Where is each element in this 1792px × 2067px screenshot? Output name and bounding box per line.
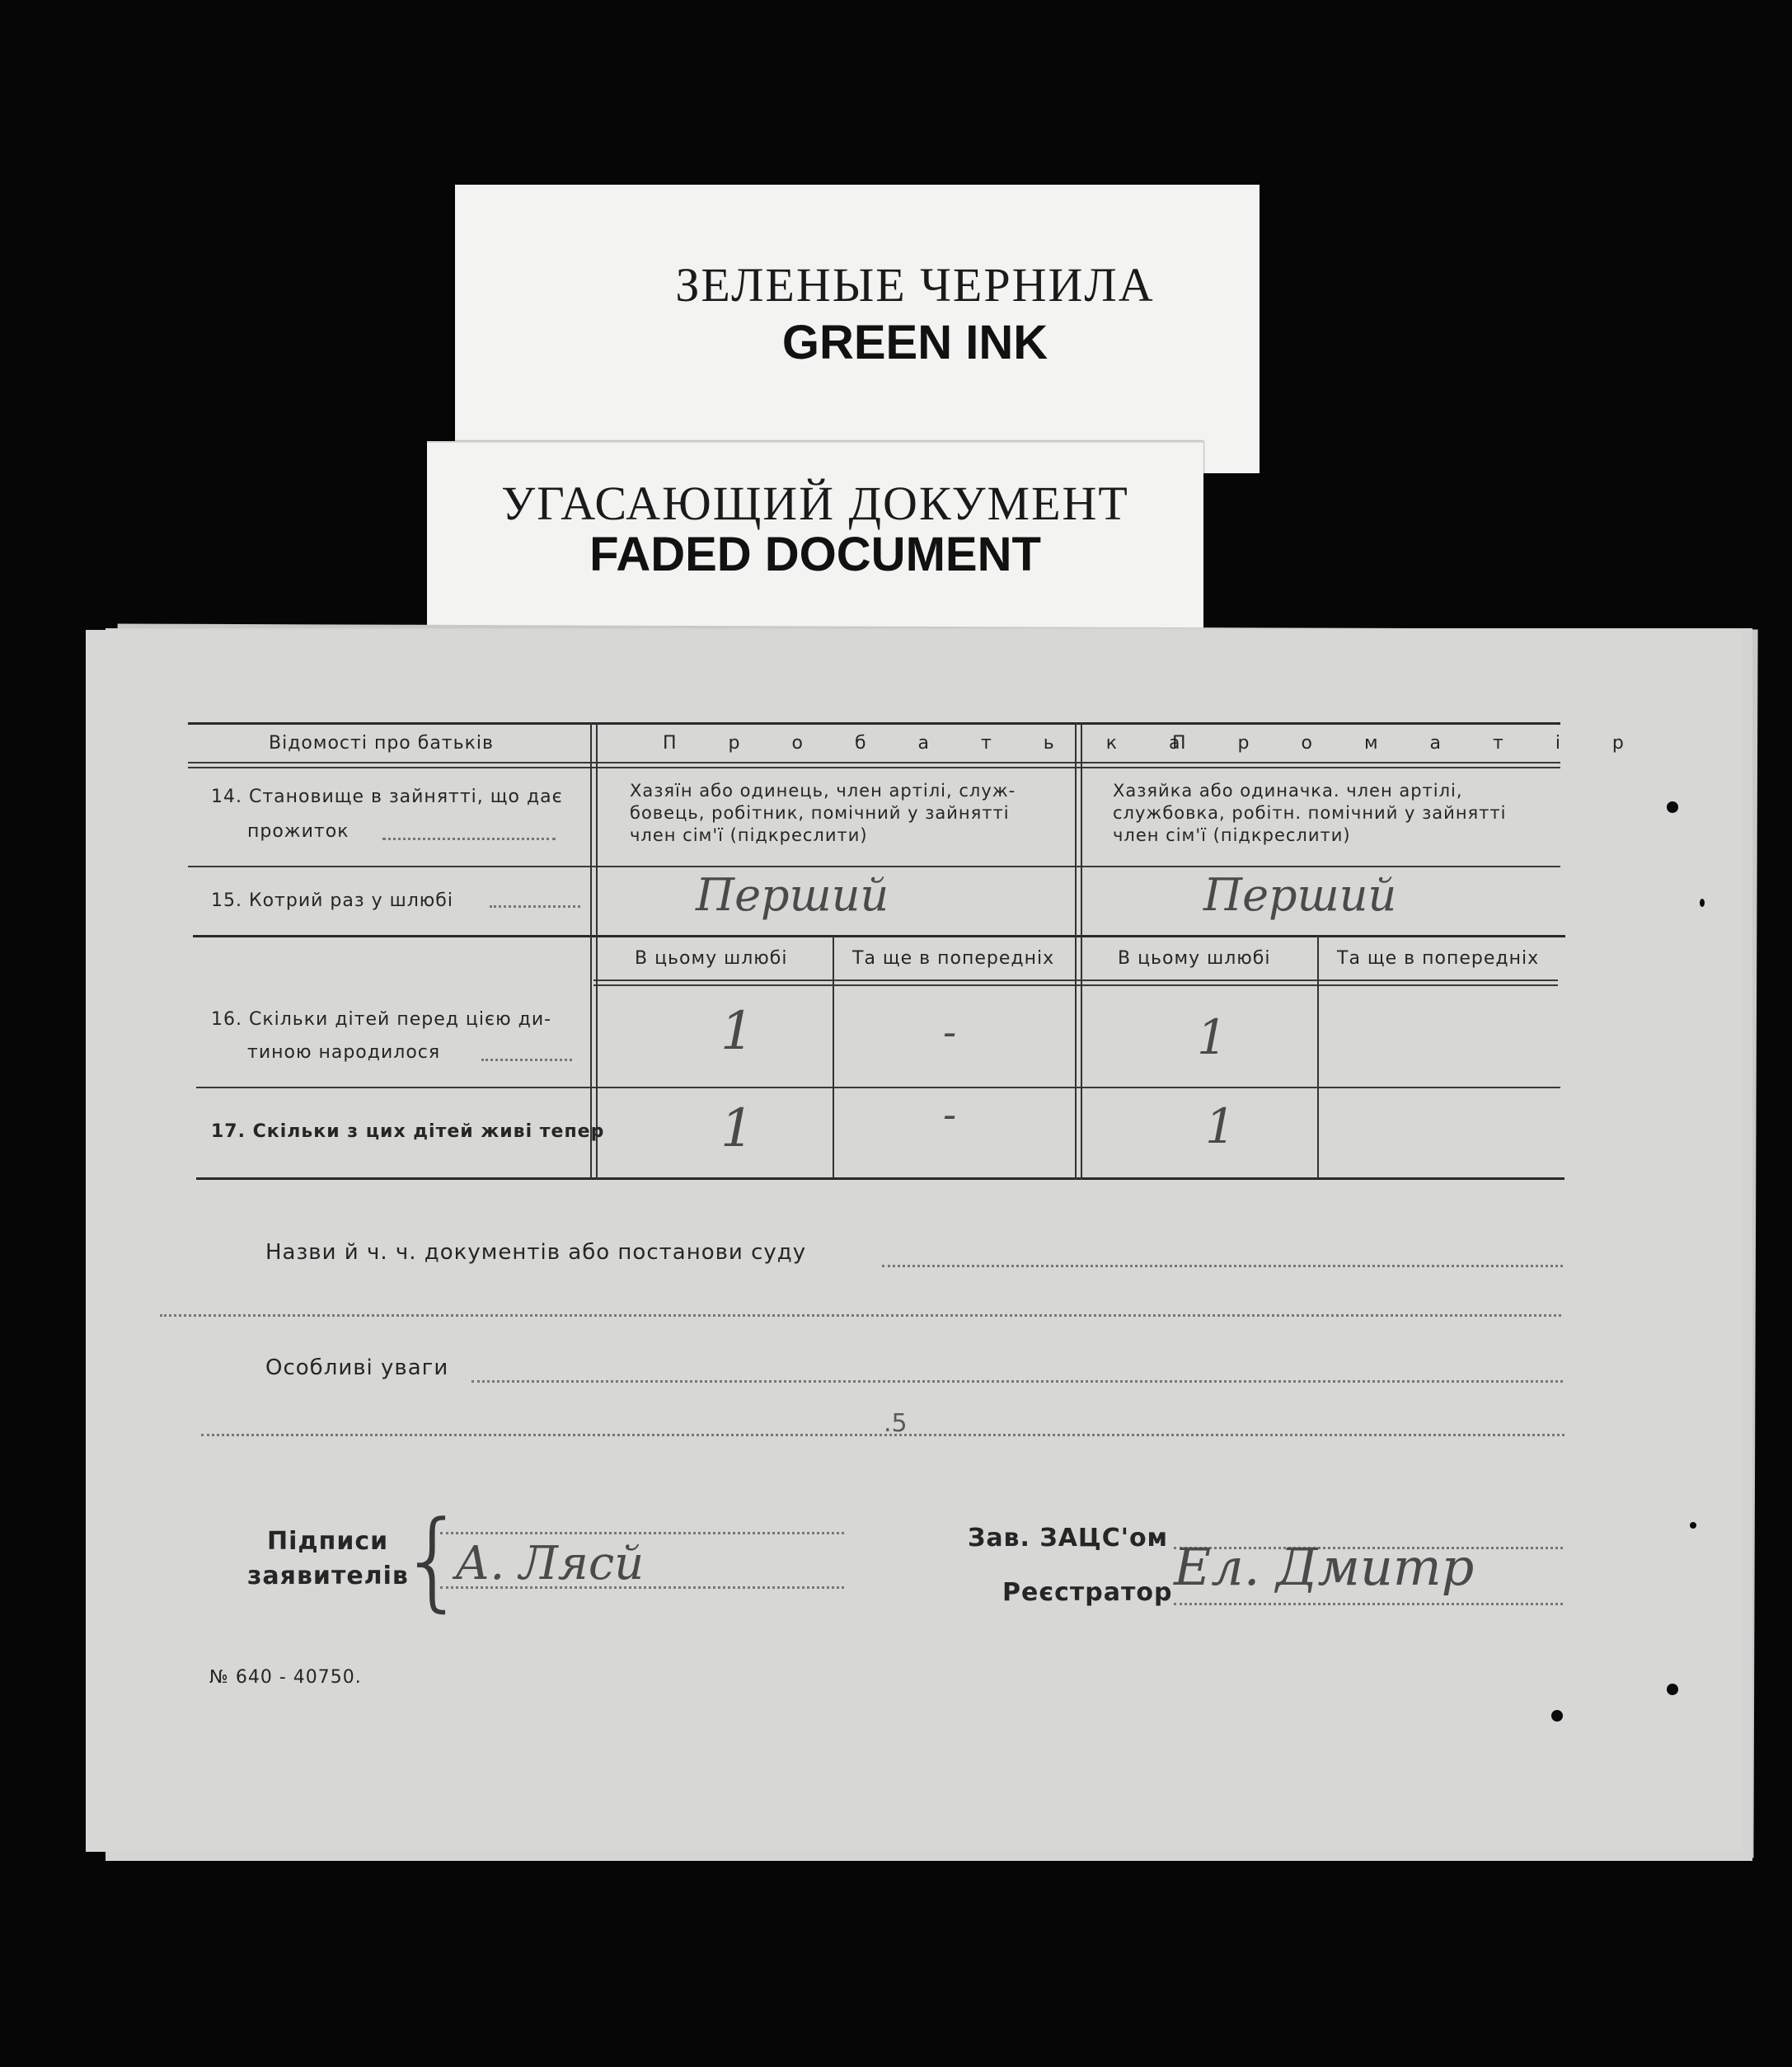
column-divider [590, 722, 598, 1180]
header-about-father: П р о б а т ь к а [663, 733, 1203, 754]
green-ink-tag [455, 185, 1260, 473]
row14-label-cont: прожиток [247, 821, 349, 842]
row14-mother-line3: член сім'ї (підкреслити) [1113, 825, 1351, 845]
header-about-mother: П р о м а т і р [1172, 733, 1647, 754]
punch-hole [1667, 801, 1678, 813]
row16-mother-this-value: 1 [1197, 1009, 1227, 1065]
row14-father-line1: Хазяїн або одинець, член артілі, служ- [630, 781, 1016, 801]
row17-mother-this-value: 1 [1205, 1098, 1236, 1154]
column-divider [1075, 722, 1082, 1180]
dotted-leader [490, 905, 580, 908]
table-rule [188, 762, 1560, 763]
row14-father-line2: бовець, робітник, помічний у зайнятті [630, 803, 1010, 823]
subheader-mother-this-marriage: В цьому шлюбі [1118, 948, 1271, 969]
notes-label: Особливі уваги [265, 1355, 449, 1380]
row14-mother-line2: службовка, робітн. помічний у зайнятті [1113, 803, 1507, 823]
row14-father-line3: член сім'ї (підкреслити) [630, 825, 868, 845]
registration-form [86, 630, 1743, 1852]
row16-label-cont: тиною народилося [247, 1042, 441, 1063]
faded-ru-label: УГАСАЮЩИЙ ДОКУМЕНТ [501, 477, 1129, 530]
documents-label: Назви й ч. ч. документів або постанови суду [265, 1240, 807, 1265]
ink-mark: .5 [884, 1409, 908, 1438]
faded-document-tag [427, 441, 1203, 631]
row15-father-handwritten: Перший [696, 869, 889, 921]
subheader-mother-previous: Та ще в попередніх [1337, 948, 1540, 969]
row15-mother-handwritten: Перший [1203, 869, 1397, 921]
row14-label: 14. Становище в зайнятті, що дає [211, 787, 563, 807]
form-number: № 640 - 40750. [209, 1667, 362, 1688]
table-rule [196, 1087, 1560, 1088]
table-rule [188, 767, 1560, 768]
green-ink-en-label: GREEN INK [781, 316, 1048, 369]
registrar-signature-line [1174, 1603, 1563, 1605]
row16-father-prev-value: - [943, 1009, 957, 1055]
registrar-signature: Ел. Дмитр [1174, 1537, 1475, 1597]
row15-label: 15. Котрий раз у шлюбі [211, 890, 453, 911]
faded-en-label: FADED DOCUMENT [589, 528, 1041, 581]
row14-mother-line1: Хазяйка або одиначка. член артілі, [1113, 781, 1463, 801]
punch-hole [1700, 899, 1705, 907]
subheader-father-this-marriage: В цьому шлюбі [635, 948, 788, 969]
head-of-registry-label: Зав. ЗАЦС'ом [968, 1524, 1169, 1553]
table-bottom-rule [196, 1177, 1564, 1180]
registrar-label: Реєстратор [1002, 1578, 1173, 1607]
applicants-label: Підписи [267, 1527, 389, 1556]
applicant-signature: А. Лясй [455, 1537, 645, 1590]
notes-field-line [201, 1434, 1564, 1436]
column-divider [1317, 935, 1319, 1178]
dotted-leader [382, 838, 556, 840]
documents-field-line [882, 1265, 1563, 1267]
row17-father-prev-value: - [943, 1092, 957, 1138]
table-rule [188, 866, 1560, 867]
table-rule [193, 935, 1565, 937]
row16-father-this-value: 1 [720, 1001, 754, 1062]
green-ink-ru-label: ЗЕЛЕНЫЕ ЧЕРНИЛА [675, 258, 1155, 312]
subheader-father-previous: Та ще в попередніх [852, 948, 1055, 969]
header-parents-info: Відомості про батьків [269, 733, 494, 754]
applicants-label-cont: заявителів [247, 1562, 409, 1590]
table-top-rule [188, 722, 1560, 725]
column-divider [833, 935, 834, 1178]
dotted-leader [481, 1059, 572, 1061]
row17-label: 17. Скільки з цих дітей живі тепер [211, 1121, 605, 1142]
row16-label: 16. Скільки дітей перед цією ди- [211, 1009, 552, 1030]
applicant-signature-line [440, 1532, 844, 1534]
punch-hole [1667, 1684, 1678, 1695]
notes-field-line [471, 1380, 1563, 1383]
punch-hole [1551, 1710, 1563, 1722]
documents-field-line [160, 1314, 1561, 1317]
curly-brace: { [399, 1497, 467, 1623]
row17-father-this-value: 1 [720, 1098, 754, 1159]
punch-hole [1690, 1522, 1696, 1529]
